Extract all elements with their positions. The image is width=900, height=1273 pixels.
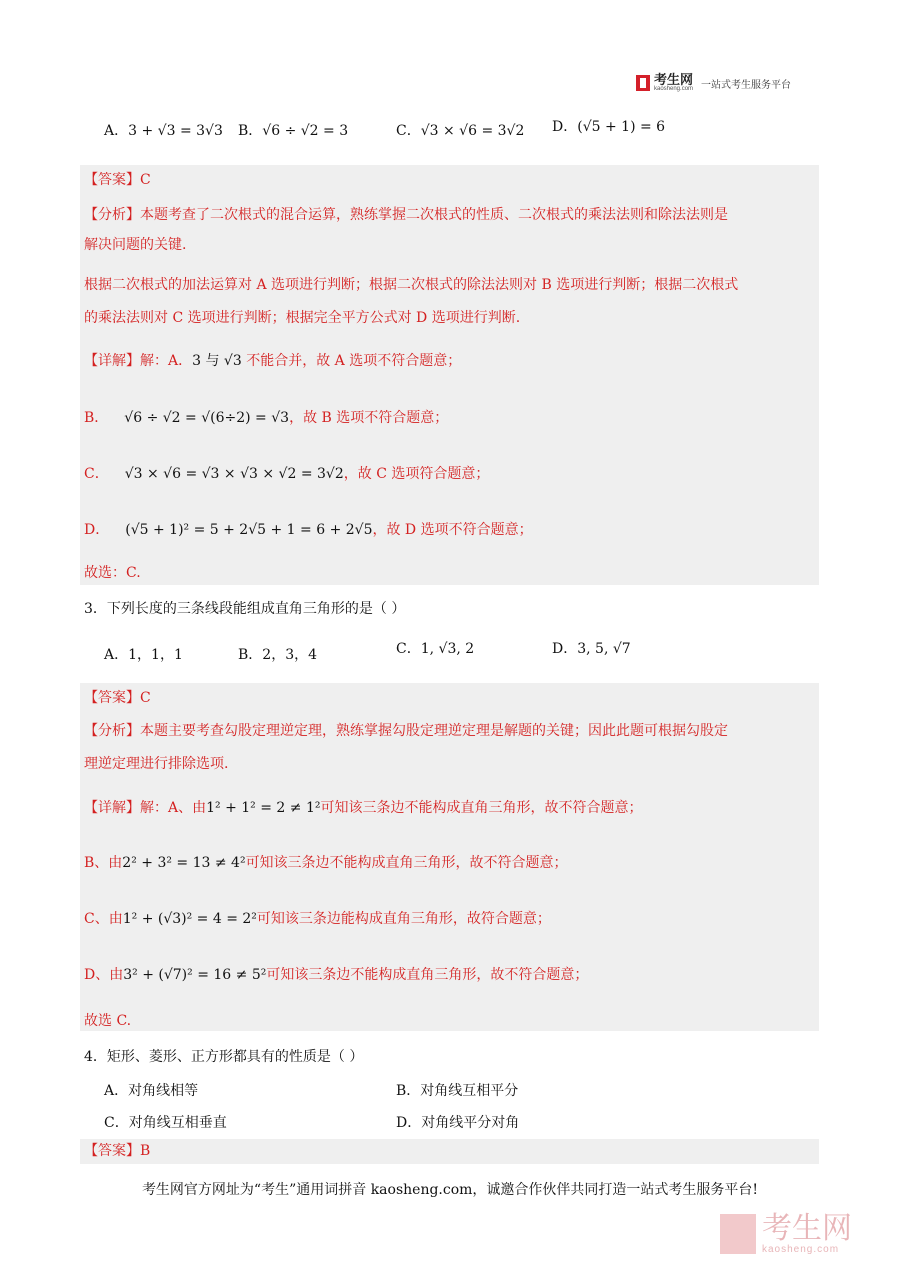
answer-value: C [140, 172, 151, 188]
q2-option-d [552, 116, 665, 136]
q4-answer-panel [80, 1139, 819, 1164]
answer-tag: 【答案】 [84, 1143, 140, 1159]
q4-stem: 4．矩形、菱形、正方形都具有的性质是（ ） [84, 1049, 364, 1065]
detail-text: 不能合并，故 A 选项不符合题意； [241, 353, 462, 369]
option-text: 对角线平分对角 [421, 1115, 520, 1131]
answer-tag: 【答案】 [84, 172, 140, 188]
kaosheng-watermark-icon [720, 1214, 756, 1254]
logo-slogan: 一站式考生服务平台 [701, 79, 792, 91]
option-letter: C． [396, 123, 421, 139]
logo-name: 考生网 [654, 71, 694, 87]
q2-analysis-line1: 【分析】本题考查了二次根式的混合运算，熟练掌握二次根式的性质、二次根式的乘法法则和除法法则是 [84, 207, 728, 223]
q3-option-c [396, 638, 474, 658]
q4-option-c [104, 1112, 227, 1132]
detail-prefix: C． [84, 466, 109, 482]
q2-analysis-line2: 解决问题的关键. [84, 237, 187, 253]
q3-detail-a [84, 798, 642, 818]
q2-solution-panel [80, 165, 819, 585]
detail-text: ，故 C 选项符合题意； [343, 466, 490, 482]
option-letter: A． [104, 123, 129, 139]
detail-prefix: C、由 [84, 911, 123, 927]
q4-answer [84, 1141, 150, 1161]
option-expr: √6 ÷ √2 = 3 [262, 123, 349, 139]
q3-detail-c [84, 909, 551, 929]
option-expr: 2，3，4 [262, 647, 318, 663]
kaosheng-logo-icon [636, 75, 650, 91]
q2-detail-b [84, 408, 448, 428]
q2-detail-c [84, 464, 489, 484]
option-letter: C． [396, 641, 421, 657]
q4-option-d [396, 1112, 519, 1132]
detail-expr: 3² + (√7)² = 16 ≠ 5² [123, 967, 267, 983]
detail-text: 可知该三条边不能构成直角三角形，故不符合题意； [320, 800, 643, 816]
option-letter: D． [552, 641, 578, 657]
answer-value: C [140, 690, 151, 706]
detail-prefix: D． [84, 522, 110, 538]
q2-answer [84, 170, 151, 190]
q2-analysis-line3: 根据二次根式的加法运算对 A 选项进行判断；根据二次根式的除法法则对 B 选项进行判断；根据二次根式 [84, 277, 739, 293]
detail-prefix: 【详解】解：A． [84, 353, 193, 369]
q3-answer [84, 688, 151, 708]
q4-option-b [396, 1080, 518, 1100]
q3-analysis-line1: 【分析】本题主要考查勾股定理逆定理，熟练掌握勾股定理逆定理是解题的关键；因此此题可根据勾股定 [84, 723, 728, 739]
logo-url: kaosheng.com [654, 85, 694, 92]
answer-value: B [140, 1143, 151, 1159]
q3-stem: 3．下列长度的三条线段能组成直角三角形的是（ ） [84, 601, 406, 617]
q2-detail-d [84, 520, 533, 540]
option-letter: A． [104, 647, 129, 663]
detail-text: 可知该三条边不能构成直角三角形，故不符合题意； [245, 855, 568, 871]
detail-prefix: 【详解】解：A、由 [84, 800, 207, 816]
option-letter: B． [238, 647, 263, 663]
q3-analysis-line2: 理逆定理进行排除选项. [84, 756, 229, 772]
detail-expr: √6 ÷ √2 = √(6÷2) = √3 [124, 410, 290, 426]
q2-option-c [396, 120, 524, 140]
q3-conclusion: 故选 C. [84, 1013, 132, 1029]
detail-prefix: B． [84, 410, 109, 426]
option-expr: 3 + √3 = 3√3 [128, 123, 223, 139]
q2-option-a [104, 120, 223, 140]
option-letter: D． [396, 1115, 422, 1131]
q2-option-b [238, 120, 348, 140]
q3-detail-b [84, 853, 568, 873]
q3-detail-d [84, 965, 588, 985]
watermark-name: 考生网 [762, 1210, 852, 1246]
option-text: 对角线互相垂直 [128, 1115, 227, 1131]
option-letter: A． [104, 1083, 129, 1099]
detail-text: ，故 D 选项不符合题意； [372, 522, 533, 538]
option-text: 对角线相等 [128, 1083, 199, 1099]
q2-analysis-line4: 的乘法法则对 C 选项进行判断；根据完全平方公式对 D 选项进行判断. [84, 310, 521, 326]
q2-detail-a [84, 351, 461, 371]
option-letter: D． [552, 119, 578, 135]
option-expr: 1，1，1 [128, 647, 183, 663]
detail-expr: (√5 + 1)² = 5 + 2√5 + 1 = 6 + 2√5 [125, 522, 373, 538]
detail-expr: 3 与 √3 [192, 353, 242, 369]
option-text: 对角线互相平分 [420, 1083, 519, 1099]
detail-expr: 1² + 1² = 2 ≠ 1² [206, 800, 321, 816]
detail-prefix: D、由 [84, 967, 124, 983]
option-letter: B． [238, 123, 263, 139]
detail-prefix: B、由 [84, 855, 123, 871]
q4-option-a [104, 1080, 198, 1100]
option-expr: 1, √3, 2 [420, 641, 475, 657]
detail-expr: 1² + (√3)² = 4 = 2² [122, 911, 257, 927]
header-logo [636, 70, 816, 96]
q3-option-a [104, 644, 183, 664]
footer-text: 考生网官方网址为“考生”通用词拼音 kaosheng.com，诚邀合作伙伴共同打造一站式考生服务平台! [141, 1182, 759, 1198]
detail-text: ，故 B 选项不符合题意； [289, 410, 449, 426]
option-expr: √3 × √6 = 3√2 [420, 123, 525, 139]
watermark-logo [720, 1209, 880, 1259]
q2-conclusion: 故选：C. [84, 565, 141, 581]
option-letter: B． [396, 1083, 421, 1099]
watermark-url: kaosheng.com [762, 1243, 840, 1255]
option-letter: C． [104, 1115, 129, 1131]
detail-expr: 2² + 3² = 13 ≠ 4² [122, 855, 246, 871]
q3-option-b [238, 644, 317, 664]
option-expr: 3, 5, √7 [577, 641, 631, 657]
answer-tag: 【答案】 [84, 690, 140, 706]
detail-text: 可知该三条边不能构成直角三角形，故不符合题意； [266, 967, 589, 983]
q3-solution-panel [80, 683, 819, 1031]
detail-text: 可知该三条边能构成直角三角形，故符合题意； [256, 911, 551, 927]
option-expr: (√5 + 1) = 6 [577, 119, 666, 135]
q3-option-d [552, 638, 631, 658]
detail-expr: √3 × √6 = √3 × √3 × √2 = 3√2 [124, 466, 344, 482]
